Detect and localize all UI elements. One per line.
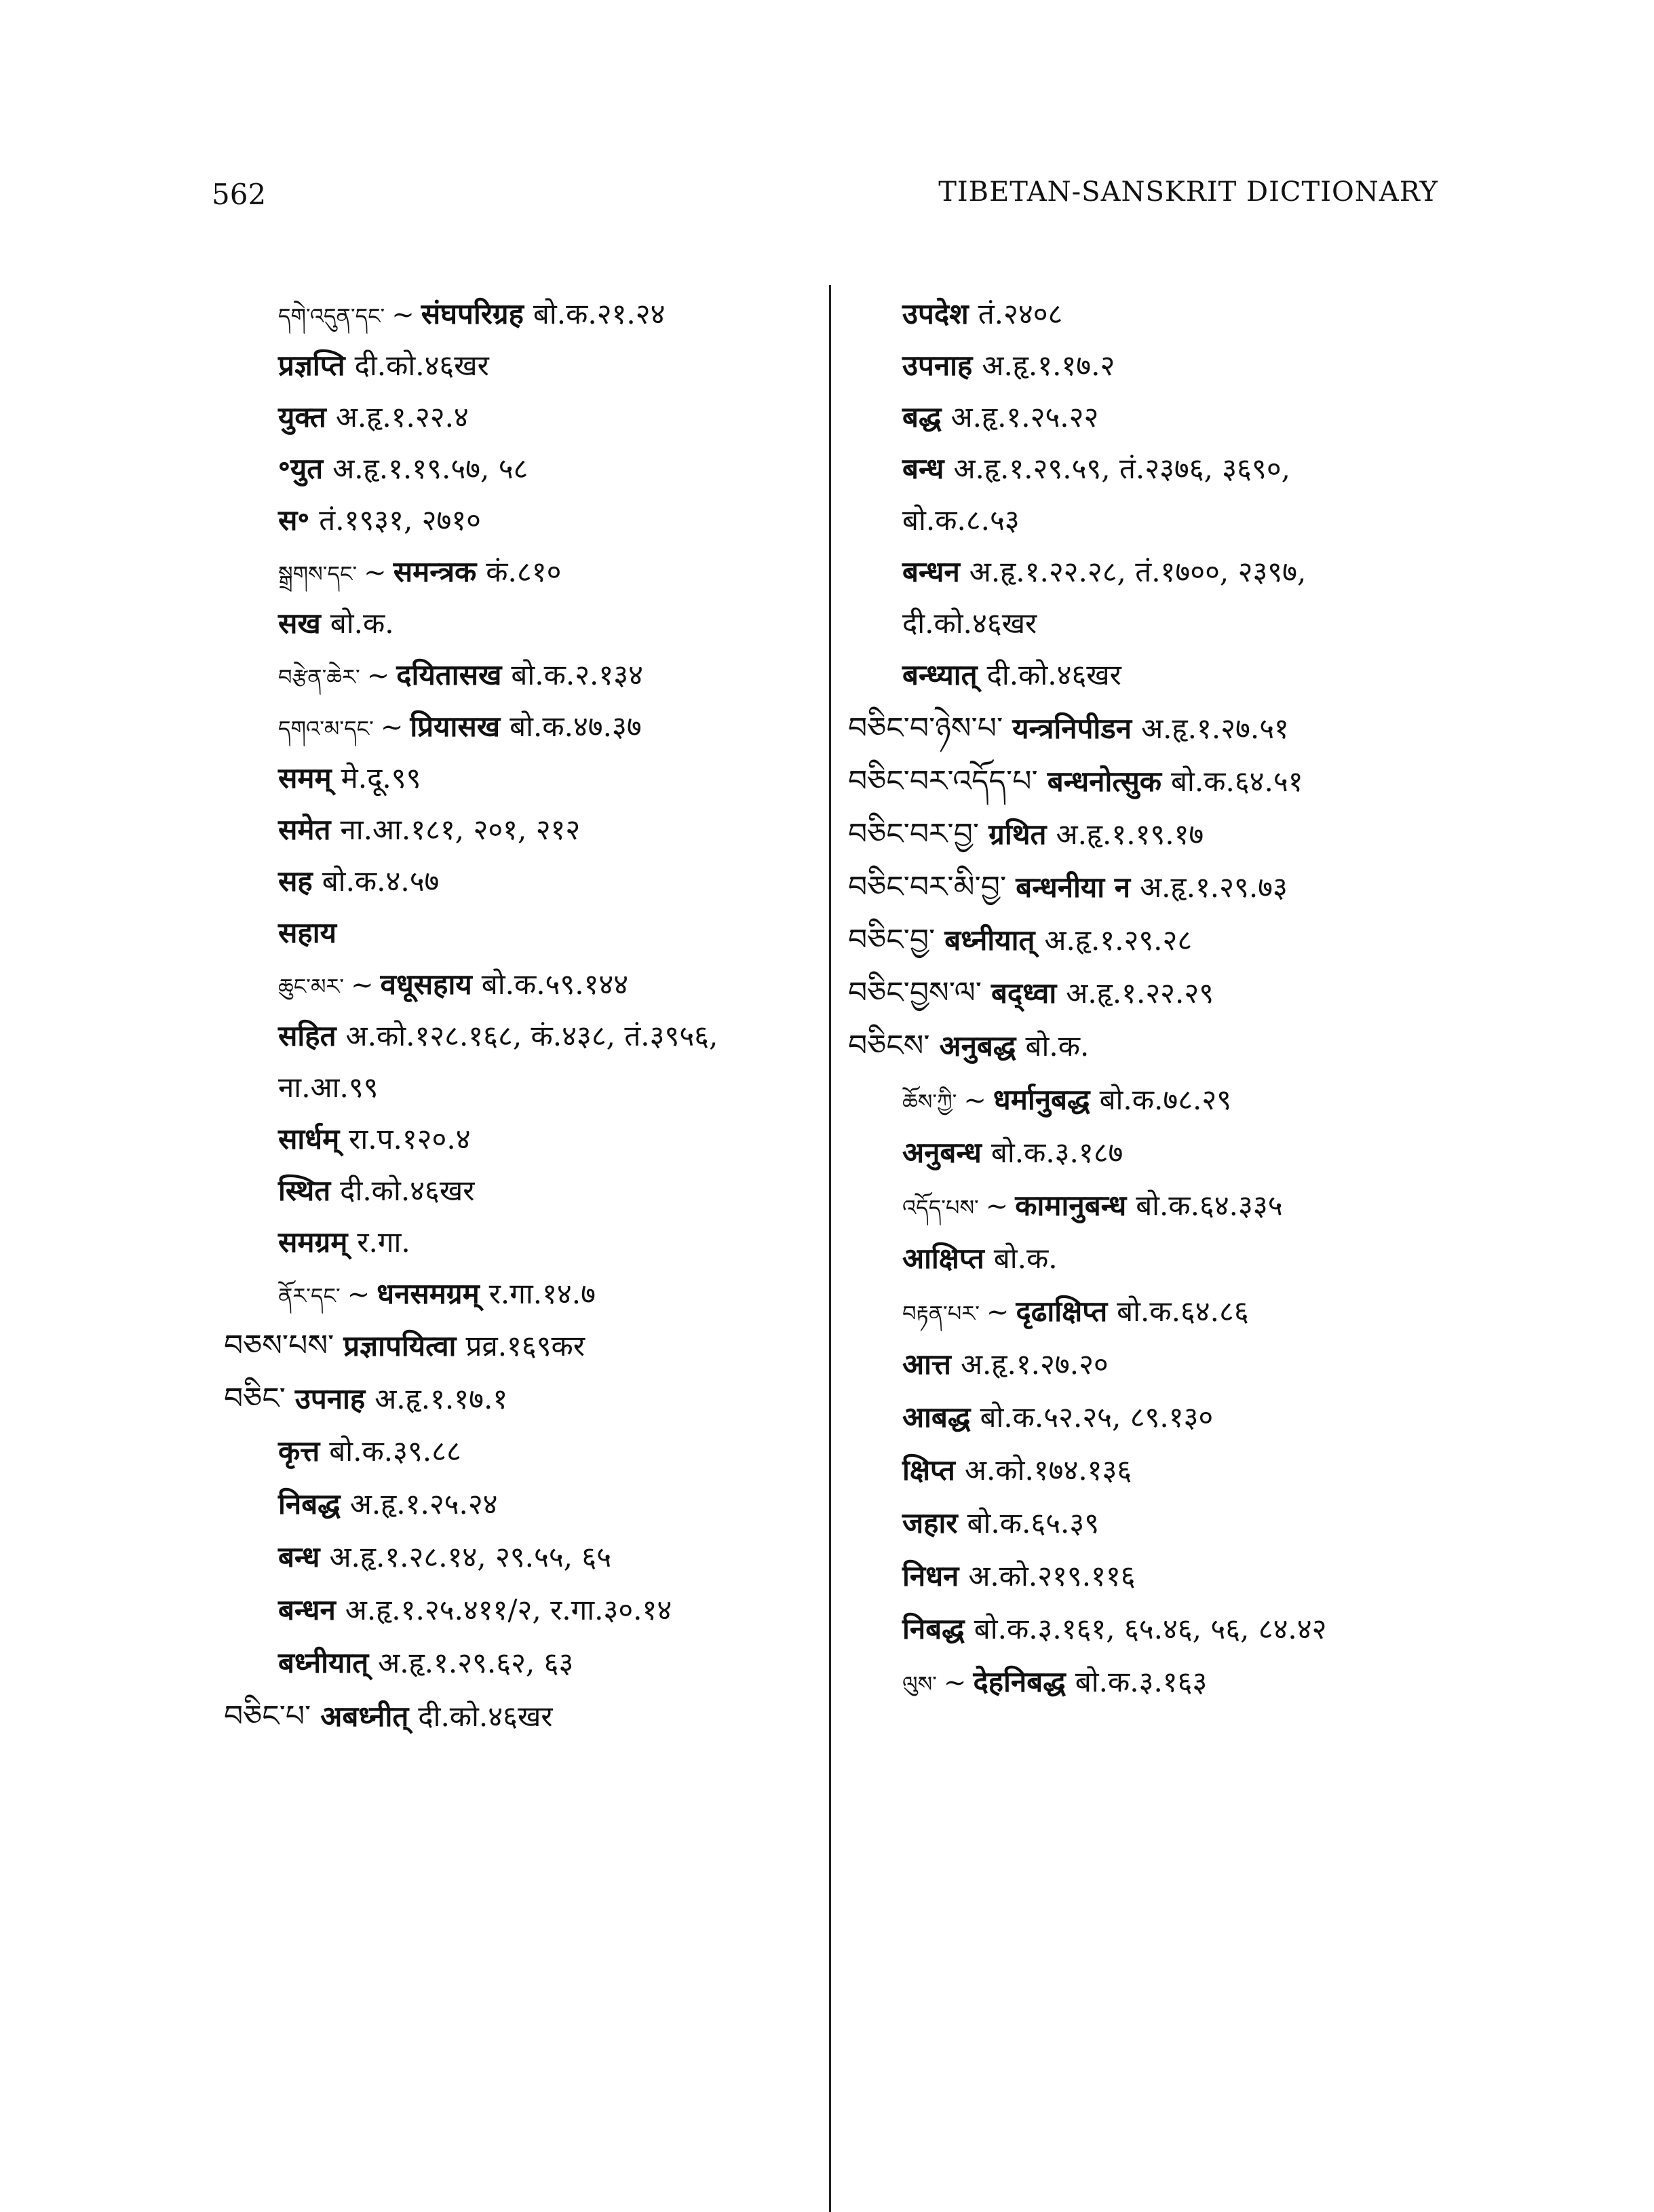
sanskrit-equivalent: सार्धम् <box>278 1122 340 1156</box>
source-reference: बो.क.४.५७ <box>322 864 440 898</box>
tibetan-headword: བཅིང་བྱ་ <box>848 923 936 957</box>
dictionary-line <box>902 556 1306 588</box>
source-reference: बो.क.६५.३९ <box>967 1506 1100 1540</box>
source-reference: तं.१९३१, २७१० <box>319 503 482 537</box>
sanskrit-equivalent: सहित <box>278 1019 336 1052</box>
sanskrit-equivalent: दयितासख <box>396 658 502 691</box>
dictionary-line <box>848 1030 1089 1063</box>
sanskrit-equivalent: निबद्ध <box>278 1487 341 1521</box>
dictionary-line <box>278 608 394 639</box>
source-reference: अ.हृ.१.२९.२८ <box>1044 923 1193 957</box>
source-reference: अ.हृ.१.१९.१७ <box>1056 818 1204 851</box>
sanskrit-equivalent: जहार <box>902 1506 958 1540</box>
source-reference: ना.आ.१८१, २०१, २१२ <box>340 813 581 846</box>
source-reference: दी.को.४६खर <box>986 658 1121 691</box>
tibetan-headword: སྒྲགས་དང་ <box>278 561 358 587</box>
source-reference: बो.क.६४.३३५ <box>1136 1189 1283 1222</box>
source-reference: बो.क. <box>330 607 394 640</box>
dictionary-line <box>902 1666 1207 1698</box>
source-reference: र.गा. <box>357 1225 410 1259</box>
sanskrit-equivalent: यन्त्रनिपीडन <box>1012 712 1132 745</box>
source-reference: बो.क.८.५३ <box>902 503 1020 537</box>
source-reference: अ.हृ.१.२७.५१ <box>1141 712 1289 745</box>
sanskrit-equivalent: बन्धनोत्सुक <box>1047 765 1162 798</box>
source-reference: दी.को.४६खर <box>340 1174 475 1207</box>
sanskrit-equivalent: स्थित <box>278 1174 331 1207</box>
source-reference: बो.क. <box>993 1242 1058 1275</box>
tilde-marker: ~ <box>391 299 415 330</box>
tibetan-headword: ལུས་ <box>902 1671 937 1697</box>
tilde-marker: ~ <box>364 557 387 588</box>
sanskrit-equivalent: प्रज्ञापयित्वा <box>343 1329 457 1362</box>
dictionary-line <box>224 1383 507 1415</box>
tilde-marker: ~ <box>380 712 404 743</box>
dictionary-line <box>902 1084 1231 1115</box>
sanskrit-equivalent: युक्त <box>278 400 326 434</box>
tibetan-headword: དགེ་འདུན་དང་ <box>278 303 385 329</box>
sanskrit-equivalent: अबध्नीत् <box>320 1700 409 1733</box>
sanskrit-equivalent: उपदेश <box>902 297 969 330</box>
dictionary-line <box>902 402 1098 433</box>
source-reference: तं.२४०८ <box>978 297 1063 330</box>
sanskrit-equivalent: प्रियासख <box>410 710 501 743</box>
sanskrit-equivalent: समेत <box>278 813 331 846</box>
source-reference: अ.हृ.१.२५.४११/२, र.गा.३०.१४ <box>345 1593 672 1626</box>
sanskrit-equivalent: धनसमग्रम् <box>377 1277 480 1310</box>
source-reference: मे.दू.९९ <box>341 761 421 795</box>
dictionary-line <box>278 1595 672 1626</box>
source-reference: र.गा.१४.७ <box>488 1277 596 1310</box>
source-reference: दी.को.४६खर <box>354 349 489 382</box>
dictionary-line <box>224 1330 585 1362</box>
tilde-marker: ~ <box>986 1297 1009 1328</box>
tilde-marker: ~ <box>963 1085 986 1116</box>
sanskrit-equivalent: धर्मानुबद्ध <box>993 1083 1090 1116</box>
tilde-marker: ~ <box>347 1279 370 1310</box>
dictionary-line <box>902 1243 1058 1274</box>
dictionary-line <box>278 453 528 484</box>
dictionary-line <box>902 1508 1099 1539</box>
sanskrit-equivalent: स॰ <box>278 503 310 537</box>
tibetan-headword: དགའ་མ་དང་ <box>278 716 374 742</box>
sanskrit-equivalent: बन्धन <box>902 555 960 588</box>
source-reference: कं.८१० <box>486 555 562 588</box>
sanskrit-equivalent: उपनाह <box>902 349 973 382</box>
tibetan-headword: བརྟན་པར་ <box>902 1301 980 1327</box>
source-reference: अ.हृ.१.२२.२९ <box>1066 976 1214 1010</box>
sanskrit-equivalent: दृढाक्षिप्त <box>1016 1295 1108 1328</box>
sanskrit-equivalent: आत्त <box>902 1348 951 1381</box>
sanskrit-equivalent: आबद्ध <box>902 1400 971 1434</box>
sanskrit-equivalent: उपनाह <box>294 1382 366 1415</box>
dictionary-line <box>902 1296 1249 1327</box>
dictionary-line <box>902 299 1062 330</box>
dictionary-line <box>278 1278 596 1310</box>
sanskrit-equivalent: बन्ध्यात् <box>902 658 978 691</box>
tibetan-headword: བཅས་པས་ <box>224 1329 334 1363</box>
dictionary-line <box>902 1190 1283 1221</box>
source-reference: अ.हृ.१.१७.२ <box>982 349 1115 382</box>
tibetan-headword: བཅིང་བར་འདོད་པ་ <box>848 764 1038 799</box>
dictionary-line <box>278 1489 498 1520</box>
dictionary-line <box>902 453 1290 484</box>
sanskrit-equivalent: सह <box>278 864 313 898</box>
sanskrit-equivalent: समग्रम् <box>278 1225 348 1259</box>
dictionary-line <box>278 917 346 949</box>
sanskrit-equivalent: निबद्ध <box>902 1612 965 1645</box>
sanskrit-equivalent: ॰युत <box>278 452 324 485</box>
source-reference: दी.को.४६खर <box>902 607 1037 640</box>
source-reference: बो.क.२१.२४ <box>533 297 666 330</box>
dictionary-line <box>278 1542 611 1573</box>
source-reference: अ.को.१७४.१३६ <box>964 1453 1132 1487</box>
tibetan-headword: བཅིང་བར་བྱ་ <box>848 817 980 852</box>
source-reference: बो.क.४७.३७ <box>509 710 642 743</box>
dictionary-line <box>278 1436 461 1467</box>
source-reference: बो.क.६४.५१ <box>1171 765 1303 798</box>
sanskrit-equivalent: संघपरिग्रह <box>421 297 524 330</box>
dictionary-line <box>902 1614 1326 1645</box>
source-reference: बो.क.५२.२५, ८९.१३० <box>980 1400 1214 1434</box>
source-reference: बो.क.३९.८८ <box>329 1434 461 1468</box>
tilde-marker: ~ <box>943 1667 967 1698</box>
source-reference: बो.क.२.१३४ <box>511 658 643 691</box>
source-reference: अ.हृ.१.२२.४ <box>335 400 469 434</box>
source-reference: अ.हृ.१.२५.२४ <box>349 1487 498 1521</box>
dictionary-line <box>278 866 439 897</box>
dictionary-line <box>848 977 1214 1010</box>
sanskrit-equivalent: बन्ध <box>902 452 944 485</box>
dictionary-line <box>902 1402 1213 1433</box>
tibetan-headword: ནོར་དང་ <box>278 1283 341 1309</box>
dictionary-line <box>278 969 628 1000</box>
source-reference: अ.को.२१९.११६ <box>968 1559 1136 1593</box>
tibetan-headword: བཅིང་བར་མི་བྱ་ <box>848 870 1007 904</box>
source-reference: अ.को.१२८.१६८, कं.४३८, तं.३९५६, <box>345 1019 718 1052</box>
tilde-marker: ~ <box>366 660 390 691</box>
sanskrit-equivalent: समम् <box>278 761 332 795</box>
tibetan-headword: འདོད་པས་ <box>902 1195 979 1221</box>
sanskrit-equivalent: बन्धनीया न <box>1016 871 1131 904</box>
dictionary-line <box>902 1137 1123 1168</box>
sanskrit-equivalent: प्रज्ञप्ति <box>278 349 345 382</box>
tibetan-headword: བཅིང་པ་ <box>224 1699 311 1734</box>
page-number: 562 <box>212 178 267 211</box>
dictionary-line <box>278 1072 379 1103</box>
dictionary-line <box>902 1455 1132 1486</box>
sanskrit-equivalent: अनुबद्ध <box>939 1029 1016 1063</box>
dictionary-line <box>278 1647 573 1679</box>
running-head: TIBETAN-SANSKRIT DICTIONARY <box>938 176 1438 208</box>
tibetan-headword: བརྩེན་ཆེར་ <box>278 664 360 690</box>
dictionary-line <box>278 350 489 381</box>
dictionary-line <box>902 1349 1109 1380</box>
sanskrit-equivalent: कामानुबन्ध <box>1015 1189 1127 1222</box>
dictionary-line <box>848 924 1192 957</box>
dictionary-line <box>902 350 1115 381</box>
tibetan-headword: བཅིངས་ <box>848 1029 930 1063</box>
source-reference: अ.हृ.१.२९.७३ <box>1140 871 1288 904</box>
sanskrit-equivalent: अनुबन्ध <box>902 1136 982 1169</box>
source-reference: अ.हृ.१.१७.१ <box>374 1382 508 1415</box>
dictionary-line <box>278 1175 474 1206</box>
source-reference: बो.क.३.१६१, ६५.४६, ५६, ८४.४२ <box>974 1612 1327 1645</box>
source-reference: अ.हृ.१.२९.६२, ६३ <box>378 1646 574 1679</box>
dictionary-line <box>278 1227 410 1258</box>
sanskrit-equivalent: बध्नीयात् <box>944 923 1035 957</box>
dictionary-line <box>278 711 642 742</box>
sanskrit-equivalent: वधूसहाय <box>380 968 472 1001</box>
tibetan-headword: བཅིང་བྱས་ལ་ <box>848 976 982 1010</box>
source-reference: बो.क.३.१८७ <box>991 1136 1123 1169</box>
sanskrit-equivalent: कृत्त <box>278 1434 320 1468</box>
dictionary-line <box>278 299 665 330</box>
dictionary-line <box>902 660 1121 691</box>
source-reference: बो.क.३.१६३ <box>1075 1665 1208 1698</box>
source-reference: दी.को.४६खर <box>418 1700 553 1733</box>
dictionary-line <box>848 818 1204 851</box>
dictionary-line <box>278 660 643 691</box>
source-reference: अ.हृ.१.२२.२८, तं.१७००, २३९७, <box>969 555 1307 588</box>
tibetan-headword: ཆུང་མར་ <box>278 974 345 999</box>
sanskrit-equivalent: ग्रथित <box>988 818 1047 851</box>
dictionary-line <box>902 505 1020 536</box>
sanskrit-equivalent: बन्धन <box>278 1593 336 1626</box>
tibetan-headword: བཅིང་ <box>224 1381 286 1416</box>
source-reference: रा.प.१२०.४ <box>349 1122 471 1156</box>
sanskrit-equivalent: आक्षिप्त <box>902 1242 984 1275</box>
sanskrit-equivalent: सहाय <box>278 916 336 949</box>
dictionary-line <box>278 402 469 433</box>
tilde-marker: ~ <box>351 970 374 1001</box>
tibetan-headword: བཅིང་བ་ཉེས་པ་ <box>848 711 1003 746</box>
sanskrit-equivalent: निधन <box>902 1559 959 1593</box>
sanskrit-equivalent: बद्ध <box>902 400 942 434</box>
source-reference: अ.हृ.१.१९.५७, ५८ <box>332 452 528 485</box>
dictionary-line <box>848 765 1303 798</box>
source-reference: अ.हृ.१.२९.५९, तं.२३७६, ३६९०, <box>953 452 1291 485</box>
sanskrit-equivalent: बध्नीयात् <box>278 1646 369 1679</box>
source-reference: अ.हृ.१.२८.१४, २९.५५, ६५ <box>329 1540 612 1574</box>
tibetan-headword: ཆོས་ཀྱི་ <box>902 1089 957 1115</box>
source-reference: बो.क.५९.१४४ <box>481 968 629 1001</box>
dictionary-line <box>278 763 421 794</box>
dictionary-line <box>278 1021 718 1052</box>
dictionary-line <box>902 608 1037 639</box>
dictionary-line <box>278 1124 471 1155</box>
dictionary-line <box>278 556 561 588</box>
dictionary-line <box>848 871 1288 904</box>
column-divider <box>829 285 831 2212</box>
dictionary-line <box>902 1561 1136 1592</box>
dictionary-line <box>278 814 580 845</box>
source-reference: प्रव्र.१६९कर <box>465 1329 585 1362</box>
tilde-marker: ~ <box>985 1191 1009 1222</box>
dictionary-line <box>278 505 481 536</box>
sanskrit-equivalent: समन्त्रक <box>393 555 477 588</box>
sanskrit-equivalent: क्षिप्त <box>902 1453 955 1487</box>
dictionary-line <box>848 712 1289 745</box>
sanskrit-equivalent: बद्ध्वा <box>991 976 1057 1010</box>
sanskrit-equivalent: बन्ध <box>278 1540 320 1574</box>
source-reference: अ.हृ.१.२५.२२ <box>950 400 1099 434</box>
source-reference: अ.हृ.१.२७.२० <box>960 1348 1109 1381</box>
sanskrit-equivalent: देहनिबद्ध <box>973 1665 1066 1698</box>
dictionary-line <box>224 1700 553 1733</box>
source-reference: बो.क.७८.२९ <box>1099 1083 1232 1116</box>
source-reference: ना.आ.९९ <box>278 1071 379 1104</box>
source-reference: बो.क. <box>1025 1029 1090 1063</box>
sanskrit-equivalent: सख <box>278 607 321 640</box>
source-reference: बो.क.६४.८६ <box>1117 1295 1249 1328</box>
